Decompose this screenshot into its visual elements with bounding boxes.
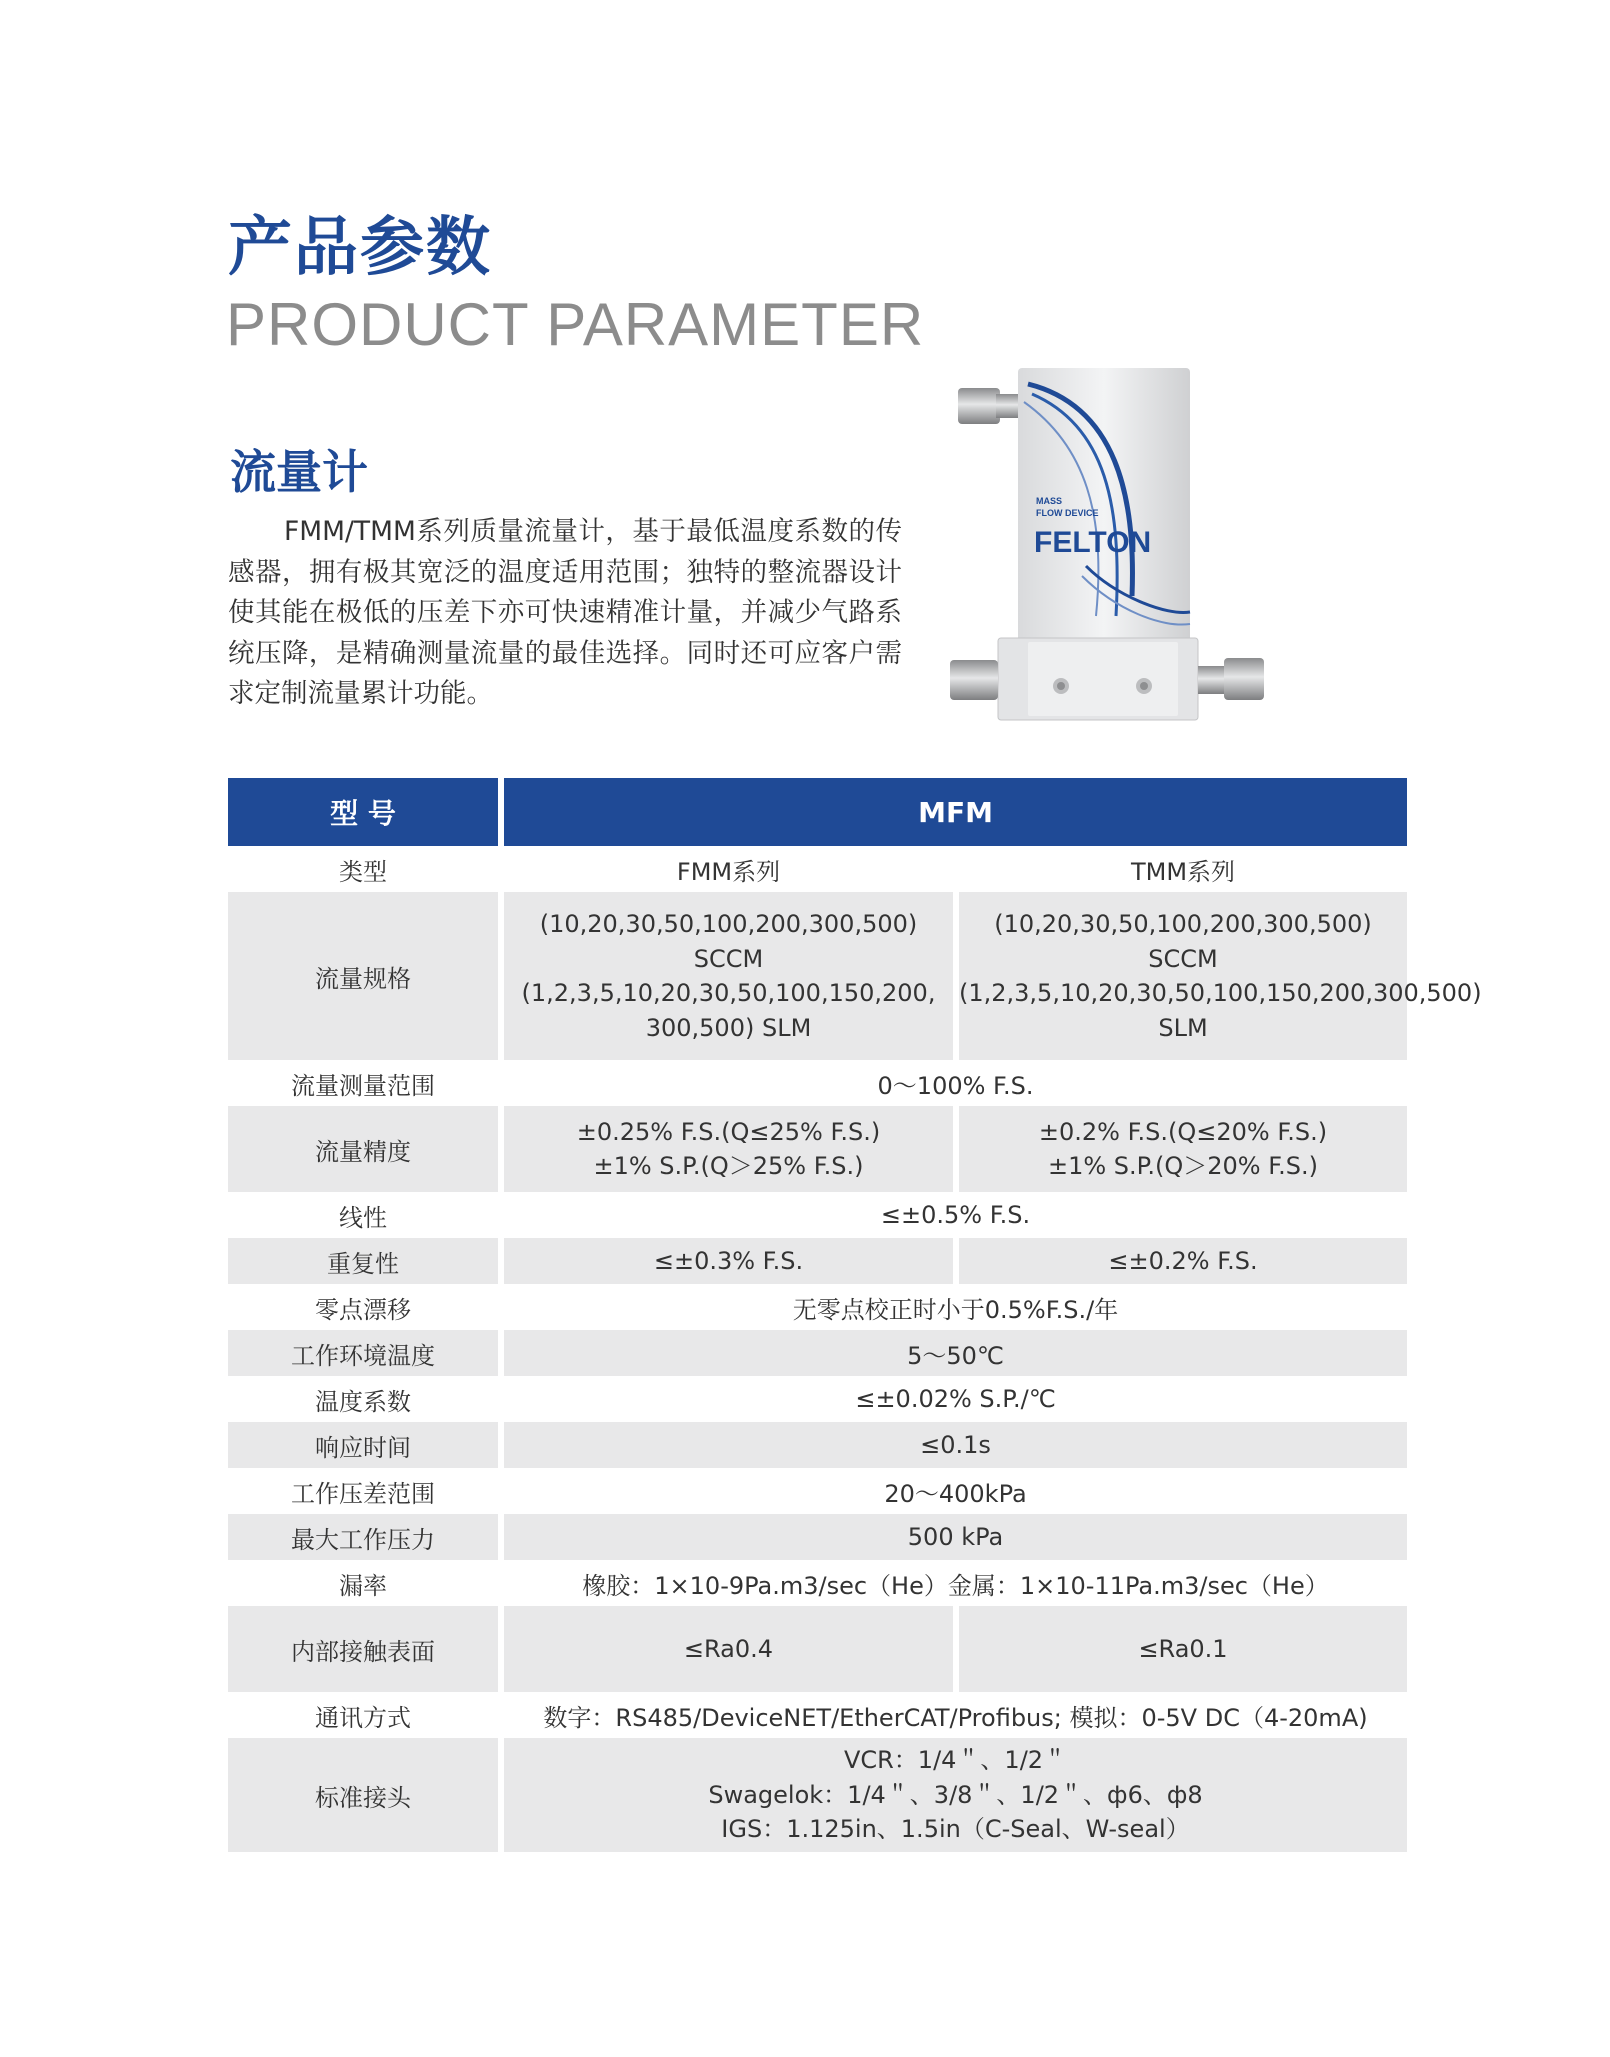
table-row bbox=[228, 1560, 1407, 1606]
table-row bbox=[228, 1606, 1407, 1692]
cell-merged: ≤±0.02% S.P./℃ bbox=[504, 1376, 1407, 1422]
product-image bbox=[936, 366, 1266, 722]
table-row bbox=[228, 1692, 1407, 1738]
cell-tmm: TMM系列 bbox=[959, 846, 1407, 892]
header-model: 型 号 bbox=[228, 778, 498, 846]
table-row bbox=[228, 1284, 1407, 1330]
cell-tmm: ≤±0.2% F.S. bbox=[959, 1238, 1407, 1284]
product-brand: FELTON bbox=[1034, 526, 1152, 559]
cell-merged: 无零点校正时小于0.5%F.S./年 bbox=[504, 1284, 1407, 1330]
row-label: 工作压差范围 bbox=[228, 1468, 498, 1514]
page-subtitle: PRODUCT PARAMETER bbox=[226, 291, 925, 358]
intro-paragraph: FMM/TMM系列质量流量计，基于最低温度系数的传感器，拥有极其宽泛的温度适用范围；独特的整流器设计使其能在极低的压差下亦可快速精准计量，并减少气路系统压降，是精确测量流量的最佳选择。同时还可应客户需求定制流量累计功能。 bbox=[228, 516, 902, 709]
row-label: 响应时间 bbox=[228, 1422, 498, 1468]
section-title: 流量计 bbox=[230, 445, 368, 499]
row-label: 零点漂移 bbox=[228, 1284, 498, 1330]
row-label: 工作环境温度 bbox=[228, 1330, 498, 1376]
table-row bbox=[228, 1514, 1407, 1560]
table-row bbox=[228, 1738, 1407, 1852]
table-row bbox=[228, 1060, 1407, 1106]
cell-fmm: ≤Ra0.4 bbox=[504, 1606, 953, 1692]
cell-fmm: FMM系列 bbox=[504, 846, 953, 892]
spec-table bbox=[222, 778, 1482, 1852]
table-header-row bbox=[228, 778, 1407, 846]
row-label: 类型 bbox=[228, 846, 498, 892]
row-label: 标准接头 bbox=[228, 1738, 498, 1852]
row-label: 内部接触表面 bbox=[228, 1606, 498, 1692]
cell-merged: ≤±0.5% F.S. bbox=[504, 1192, 1407, 1238]
cell-fmm: ±0.25% F.S.(Q≤25% F.S.) ±1% S.P.(Q＞25% F.S.) bbox=[504, 1106, 953, 1192]
table-row bbox=[228, 1106, 1407, 1192]
table-row bbox=[228, 1422, 1407, 1468]
row-label: 流量测量范围 bbox=[228, 1060, 498, 1106]
row-label: 重复性 bbox=[228, 1238, 498, 1284]
cell-fmm: ≤±0.3% F.S. bbox=[504, 1238, 953, 1284]
cell-merged: 0～100% F.S. bbox=[504, 1060, 1407, 1106]
product-brand-small-2: FLOW DEVICE bbox=[1036, 508, 1099, 518]
row-label: 流量精度 bbox=[228, 1106, 498, 1192]
product-brand-small-1: MASS bbox=[1036, 496, 1063, 506]
header-mfm: MFM bbox=[504, 778, 1407, 846]
cell-merged: 数字：RS485/DeviceNET/EtherCAT/Profibus; 模拟：0-5V DC（4-20mA) bbox=[504, 1692, 1407, 1738]
table-row bbox=[228, 892, 1407, 1060]
cell-merged: 500 kPa bbox=[504, 1514, 1407, 1560]
table-row bbox=[228, 1238, 1407, 1284]
table-row bbox=[228, 1192, 1407, 1238]
cell-tmm: ≤Ra0.1 bbox=[959, 1606, 1407, 1692]
cell-tmm: (10,20,30,50,100,200,300,500) SCCM (1,2,3,5,10,20,30,50,100,150,200,300,500) SLM bbox=[959, 892, 1407, 1060]
cell-tmm: ±0.2% F.S.(Q≤20% F.S.) ±1% S.P.(Q＞20% F.S.) bbox=[959, 1106, 1407, 1192]
cell-merged: 橡胶：1×10-9Pa.m3/sec（He）金属：1×10-11Pa.m3/sec（He） bbox=[504, 1560, 1407, 1606]
cell-merged: ≤0.1s bbox=[504, 1422, 1407, 1468]
cell-merged: 5～50℃ bbox=[504, 1330, 1407, 1376]
table-row bbox=[228, 1468, 1407, 1514]
row-label: 通讯方式 bbox=[228, 1692, 498, 1738]
row-label: 漏率 bbox=[228, 1560, 498, 1606]
table-row bbox=[228, 846, 1407, 892]
page-title: 产品参数 bbox=[228, 211, 492, 285]
row-label: 最大工作压力 bbox=[228, 1514, 498, 1560]
cell-fmm: (10,20,30,50,100,200,300,500) SCCM (1,2,3,5,10,20,30,50,100,150,200, 300,500) SLM bbox=[504, 892, 953, 1060]
row-label: 流量规格 bbox=[228, 892, 498, 1060]
cell-merged: 20～400kPa bbox=[504, 1468, 1407, 1514]
row-label: 线性 bbox=[228, 1192, 498, 1238]
table-row bbox=[228, 1330, 1407, 1376]
table-row bbox=[228, 1376, 1407, 1422]
row-label: 温度系数 bbox=[228, 1376, 498, 1422]
cell-merged: VCR：1/4＂、1/2＂ Swagelok：1/4＂、3/8＂、1/2＂、ф6、ф8 IGS：1.125in、1.5in（C-Seal、W-seal） bbox=[504, 1738, 1407, 1852]
